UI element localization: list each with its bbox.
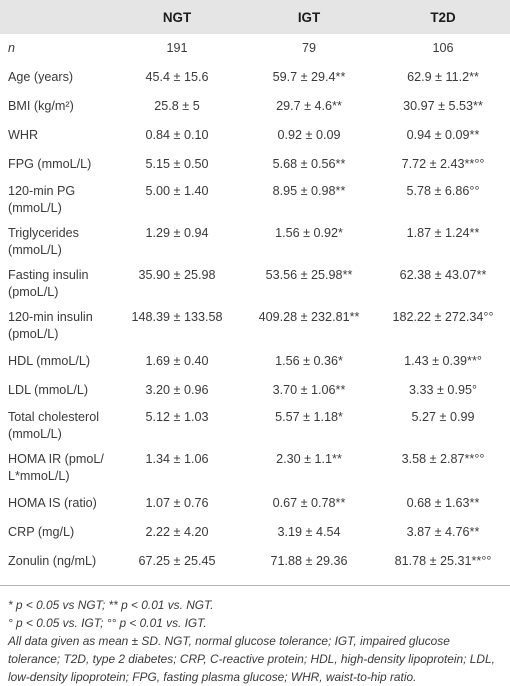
cell-t2d: 30.97 ± 5.53** xyxy=(403,99,483,113)
table-row xyxy=(0,405,510,447)
cell-igt: 409.28 ± 232.81** xyxy=(258,310,360,324)
cell-ngt: 25.8 ± 5 xyxy=(154,99,200,113)
cell-igt: 71.88 ± 29.36 xyxy=(270,554,348,568)
footnote-igt-significance: ° p < 0.05 vs. IGT; °° p < 0.01 vs. IGT. xyxy=(8,616,207,630)
cell-ngt: 2.22 ± 4.20 xyxy=(145,525,209,539)
table-header xyxy=(0,0,510,34)
cell-igt: 79 xyxy=(301,41,316,55)
cell-igt: 59.7 ± 29.4** xyxy=(272,70,346,84)
table-row xyxy=(0,121,510,150)
table-footnotes xyxy=(8,596,504,686)
table-row xyxy=(0,347,510,376)
row-label: 120-min PG (mmoL/L) xyxy=(8,184,76,215)
cell-t2d: 3.87 ± 4.76** xyxy=(406,525,480,539)
table-row xyxy=(0,263,510,305)
row-label: FPG (mmoL/L) xyxy=(8,157,92,171)
cell-ngt: 0.84 ± 0.10 xyxy=(145,128,209,142)
table-row xyxy=(0,489,510,518)
cell-ngt: 5.00 ± 1.40 xyxy=(145,184,209,198)
cell-t2d: 81.78 ± 25.31**°° xyxy=(394,554,492,568)
cell-t2d: 0.68 ± 1.63** xyxy=(406,496,480,510)
table-row xyxy=(0,376,510,405)
row-label: LDL (mmoL/L) xyxy=(8,383,89,397)
cell-t2d: 7.72 ± 2.43**°° xyxy=(401,157,485,171)
cell-igt: 3.70 ± 1.06** xyxy=(272,383,346,397)
cell-t2d: 62.38 ± 43.07** xyxy=(399,268,487,282)
cell-ngt: 1.69 ± 0.40 xyxy=(145,354,209,368)
row-label: Zonulin (ng/mL) xyxy=(8,554,97,568)
header-ngt: NGT xyxy=(162,9,192,25)
header-t2d: T2D xyxy=(430,9,456,25)
cell-igt: 3.19 ± 4.54 xyxy=(277,525,341,539)
row-label: Fasting insulin (pmoL/L) xyxy=(8,268,89,299)
cell-igt: 0.92 ± 0.09 xyxy=(277,128,341,142)
cell-t2d: 5.78 ± 6.86°° xyxy=(406,184,480,198)
cell-t2d: 106 xyxy=(432,41,454,55)
row-label: BMI (kg/m²) xyxy=(8,99,74,113)
cell-ngt: 5.15 ± 0.50 xyxy=(145,157,209,171)
row-label: HOMA IS (ratio) xyxy=(8,496,97,510)
row-label: WHR xyxy=(8,128,39,142)
header-blank xyxy=(0,0,112,34)
header-igt: IGT xyxy=(297,9,321,25)
row-label: Triglycerides (mmoL/L) xyxy=(8,226,79,257)
row-label: n xyxy=(8,41,16,55)
footnote-ngt-significance: * p < 0.05 vs NGT; ** p < 0.01 vs. NGT. xyxy=(8,598,214,612)
row-label: Total cholesterol (mmoL/L) xyxy=(8,410,100,441)
table-bottom-rule xyxy=(0,585,510,586)
cell-ngt: 35.90 ± 25.98 xyxy=(138,268,216,282)
table-row xyxy=(0,447,510,489)
table-body xyxy=(0,34,510,576)
table-row xyxy=(0,179,510,221)
cell-t2d: 3.33 ± 0.95° xyxy=(409,383,477,397)
cell-ngt: 67.25 ± 25.45 xyxy=(138,554,216,568)
table-row xyxy=(0,518,510,547)
table-row xyxy=(0,63,510,92)
row-label: HOMA IR (pmoL/ L*mmoL/L) xyxy=(8,452,104,483)
cell-t2d: 0.94 ± 0.09** xyxy=(406,128,480,142)
cell-t2d: 182.22 ± 272.34°° xyxy=(392,310,494,324)
cell-ngt: 148.39 ± 133.58 xyxy=(131,310,223,324)
cell-igt: 1.56 ± 0.36* xyxy=(275,354,343,368)
row-label: HDL (mmoL/L) xyxy=(8,354,91,368)
cell-t2d: 1.43 ± 0.39**° xyxy=(404,354,482,368)
table-row xyxy=(0,92,510,121)
cell-igt: 5.57 ± 1.18* xyxy=(275,410,343,424)
cell-t2d: 5.27 ± 0.99 xyxy=(411,410,475,424)
cell-igt: 0.67 ± 0.78** xyxy=(272,496,346,510)
cell-igt: 29.7 ± 4.6** xyxy=(276,99,342,113)
row-label: 120-min insulin (pmoL/L) xyxy=(8,310,93,341)
table-row xyxy=(0,305,510,347)
cell-ngt: 45.4 ± 15.6 xyxy=(145,70,209,84)
cell-igt: 2.30 ± 1.1** xyxy=(276,452,342,466)
cell-ngt: 3.20 ± 0.96 xyxy=(145,383,209,397)
cell-ngt: 1.34 ± 1.06 xyxy=(145,452,209,466)
cell-ngt: 1.07 ± 0.76 xyxy=(145,496,209,510)
cell-igt: 5.68 ± 0.56** xyxy=(272,157,346,171)
footnote-abbreviations: All data given as mean ± SD. NGT, normal glucose tolerance; IGT, impaired glucose tolerance; T2D, type 2 diabetes; CRP, C-reactive protein; HDL, high-density lipoprotein; LDL, low-density lipoprotein; FPG, fasting plasma glucose; WHR, waist-to-hip ratio. xyxy=(8,634,495,684)
table-row xyxy=(0,221,510,263)
cell-ngt: 5.12 ± 1.03 xyxy=(145,410,209,424)
cell-t2d: 3.58 ± 2.87**°° xyxy=(401,452,485,466)
cell-ngt: 191 xyxy=(166,41,188,55)
cell-ngt: 1.29 ± 0.94 xyxy=(145,226,209,240)
cell-t2d: 62.9 ± 11.2** xyxy=(407,70,479,84)
row-label: CRP (mg/L) xyxy=(8,525,75,539)
cell-igt: 8.95 ± 0.98** xyxy=(272,184,346,198)
table-row xyxy=(0,34,510,63)
table-row xyxy=(0,547,510,576)
table-row xyxy=(0,150,510,179)
header-row xyxy=(0,0,510,34)
row-label: Age (years) xyxy=(8,70,74,84)
cell-t2d: 1.87 ± 1.24** xyxy=(406,226,480,240)
cell-igt: 1.56 ± 0.92* xyxy=(275,226,343,240)
cell-igt: 53.56 ± 25.98** xyxy=(265,268,353,282)
